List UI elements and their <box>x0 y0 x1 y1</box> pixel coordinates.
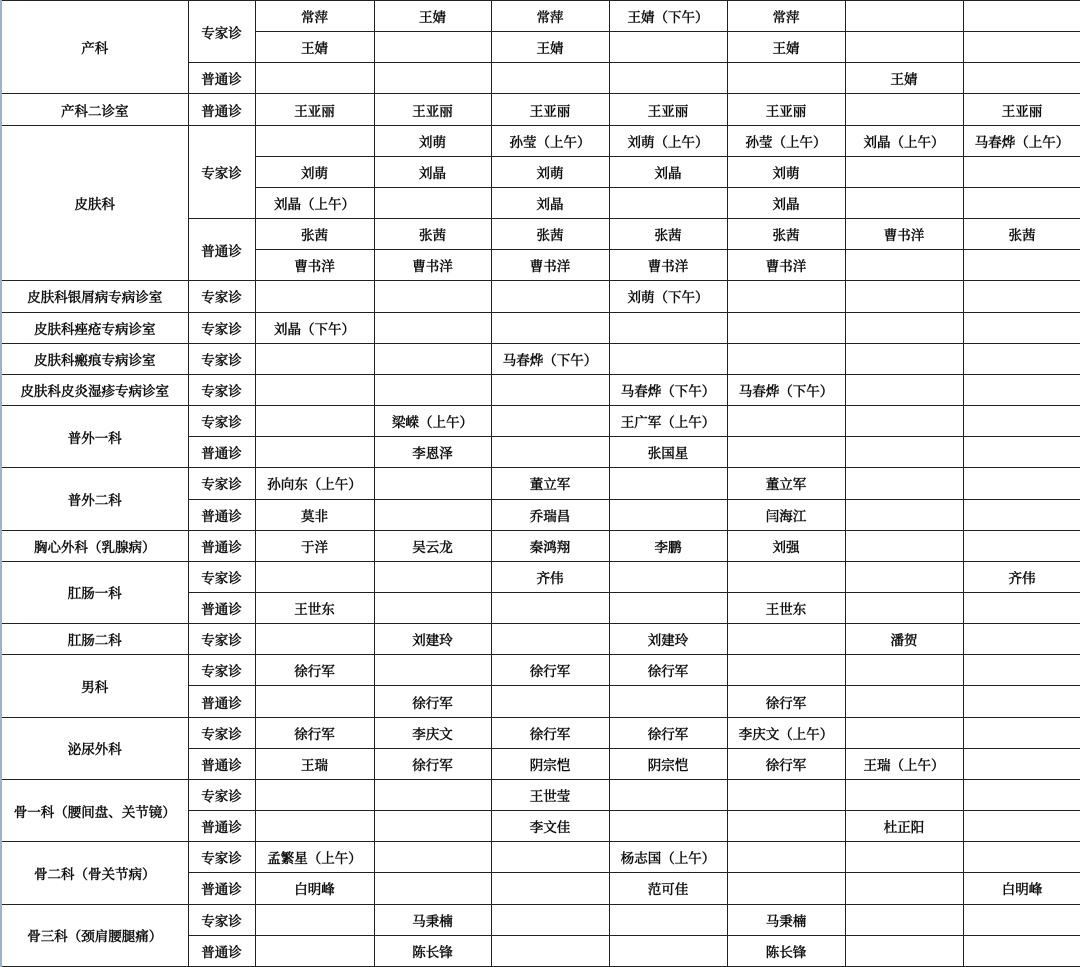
table-row <box>1 561 1080 592</box>
doctor-cell <box>845 1 963 32</box>
doctor-cell: 齐伟 <box>491 561 609 592</box>
doctor-cell <box>609 312 727 343</box>
doctor-cell <box>491 904 609 935</box>
doctor-cell: 徐行军 <box>255 717 374 748</box>
doctor-cell: 王广军（上午） <box>609 406 727 437</box>
table-row <box>1 374 1080 405</box>
department-cell: 皮肤科 <box>1 125 188 281</box>
doctor-cell: 常萍 <box>727 1 845 32</box>
clinic-type-cell: 专家诊 <box>188 842 255 873</box>
doctor-cell: 曹书洋 <box>609 250 727 281</box>
doctor-cell <box>374 779 491 810</box>
doctor-cell: 马春烨（下午） <box>609 374 727 405</box>
doctor-cell <box>963 468 1080 499</box>
clinic-type-cell: 普通诊 <box>188 686 255 717</box>
doctor-cell <box>963 779 1080 810</box>
doctor-cell: 徐行军 <box>609 717 727 748</box>
doctor-cell <box>845 717 963 748</box>
doctor-cell: 王婧（下午） <box>609 1 727 32</box>
doctor-cell: 孙向东（上午） <box>255 468 374 499</box>
doctor-cell: 徐行军 <box>491 717 609 748</box>
clinic-type-cell: 普通诊 <box>188 811 255 842</box>
doctor-cell: 马秉楠 <box>727 904 845 935</box>
doctor-cell: 曹书洋 <box>845 219 963 250</box>
clinic-type-cell: 专家诊 <box>188 468 255 499</box>
doctor-cell <box>963 32 1080 63</box>
doctor-cell <box>845 779 963 810</box>
doctor-cell: 杨志国（上午） <box>609 842 727 873</box>
doctor-cell: 王婧 <box>491 32 609 63</box>
doctor-cell <box>491 686 609 717</box>
clinic-type-cell: 普通诊 <box>188 873 255 904</box>
doctor-cell <box>609 779 727 810</box>
doctor-cell: 刘萌 <box>255 156 374 187</box>
doctor-cell: 刘晶 <box>727 187 845 218</box>
doctor-cell <box>963 935 1080 966</box>
doctor-cell: 王亚丽 <box>255 94 374 125</box>
clinic-type-cell: 专家诊 <box>188 281 255 312</box>
doctor-cell: 于洋 <box>255 530 374 561</box>
doctor-cell <box>727 561 845 592</box>
doctor-cell: 李鹏 <box>609 530 727 561</box>
doctor-cell <box>609 686 727 717</box>
doctor-cell <box>727 873 845 904</box>
doctor-cell <box>963 748 1080 779</box>
doctor-cell <box>609 187 727 218</box>
doctor-cell: 张茜 <box>491 219 609 250</box>
doctor-cell: 孙莹（上午） <box>491 125 609 156</box>
doctor-cell <box>491 437 609 468</box>
doctor-cell: 陈长锋 <box>374 935 491 966</box>
doctor-cell: 常萍 <box>255 1 374 32</box>
doctor-cell: 王世东 <box>727 592 845 623</box>
department-cell: 皮肤科银屑病专病诊室 <box>1 281 188 312</box>
department-cell: 肛肠二科 <box>1 624 188 655</box>
doctor-cell: 白明峰 <box>255 873 374 904</box>
doctor-cell: 曹书洋 <box>255 250 374 281</box>
department-cell: 皮肤科皮炎湿疹专病诊室 <box>1 374 188 405</box>
doctor-cell: 王瑞（上午） <box>845 748 963 779</box>
doctor-cell <box>963 250 1080 281</box>
table-row <box>1 343 1080 374</box>
department-cell: 普外一科 <box>1 406 188 468</box>
doctor-cell <box>963 156 1080 187</box>
doctor-cell: 刘晶（下午） <box>255 312 374 343</box>
table-row <box>1 655 1080 686</box>
doctor-cell <box>374 281 491 312</box>
doctor-cell: 刘建玲 <box>609 624 727 655</box>
clinic-type-cell: 普通诊 <box>188 499 255 530</box>
clinic-type-cell: 专家诊 <box>188 779 255 810</box>
doctor-cell: 徐行军 <box>727 748 845 779</box>
doctor-cell: 杜正阳 <box>845 811 963 842</box>
clinic-type-cell: 专家诊 <box>188 561 255 592</box>
doctor-cell <box>845 686 963 717</box>
department-cell: 普外二科 <box>1 468 188 530</box>
doctor-cell: 张茜 <box>963 219 1080 250</box>
doctor-cell <box>374 842 491 873</box>
doctor-cell: 徐行军 <box>609 655 727 686</box>
doctor-cell <box>374 873 491 904</box>
doctor-cell <box>963 63 1080 94</box>
doctor-cell: 徐行军 <box>727 686 845 717</box>
doctor-cell <box>609 343 727 374</box>
doctor-cell <box>609 904 727 935</box>
doctor-cell: 刘萌 <box>727 156 845 187</box>
doctor-cell <box>845 873 963 904</box>
department-cell: 骨二科（骨关节病） <box>1 842 188 904</box>
doctor-cell: 曹书洋 <box>374 250 491 281</box>
doctor-cell <box>845 842 963 873</box>
doctor-cell <box>727 811 845 842</box>
table-row <box>1 904 1080 935</box>
doctor-cell <box>374 187 491 218</box>
doctor-cell: 阴宗恺 <box>491 748 609 779</box>
doctor-cell: 齐伟 <box>963 561 1080 592</box>
schedule-body <box>1 1 1080 967</box>
doctor-cell <box>845 437 963 468</box>
doctor-cell: 闫海江 <box>727 499 845 530</box>
doctor-cell: 王亚丽 <box>609 94 727 125</box>
doctor-cell: 梁嵘（上午） <box>374 406 491 437</box>
doctor-cell <box>255 437 374 468</box>
doctor-cell <box>845 561 963 592</box>
table-row <box>1 842 1080 873</box>
doctor-cell <box>255 904 374 935</box>
doctor-cell: 范可佳 <box>609 873 727 904</box>
doctor-cell: 王婧 <box>845 63 963 94</box>
doctor-cell <box>609 468 727 499</box>
doctor-cell <box>609 811 727 842</box>
clinic-type-cell: 普通诊 <box>188 94 255 125</box>
doctor-cell <box>845 935 963 966</box>
clinic-type-cell: 普通诊 <box>188 63 255 94</box>
doctor-cell <box>727 842 845 873</box>
doctor-cell <box>963 811 1080 842</box>
doctor-cell <box>727 779 845 810</box>
table-row <box>1 125 1080 156</box>
doctor-cell <box>374 811 491 842</box>
doctor-cell: 李恩泽 <box>374 437 491 468</box>
doctor-cell: 董立军 <box>491 468 609 499</box>
doctor-cell <box>609 499 727 530</box>
department-cell: 皮肤科痤疮专病诊室 <box>1 312 188 343</box>
doctor-cell: 乔瑞昌 <box>491 499 609 530</box>
doctor-cell <box>963 343 1080 374</box>
doctor-cell <box>374 312 491 343</box>
doctor-cell: 徐行军 <box>374 748 491 779</box>
doctor-cell: 张茜 <box>727 219 845 250</box>
doctor-cell <box>845 468 963 499</box>
department-cell: 男科 <box>1 655 188 717</box>
doctor-cell <box>845 312 963 343</box>
doctor-cell: 张茜 <box>609 219 727 250</box>
department-cell: 泌尿外科 <box>1 717 188 779</box>
doctor-cell <box>491 624 609 655</box>
doctor-cell <box>374 655 491 686</box>
doctor-cell <box>727 63 845 94</box>
doctor-cell <box>727 343 845 374</box>
doctor-cell <box>963 406 1080 437</box>
doctor-cell <box>255 406 374 437</box>
doctor-cell <box>609 935 727 966</box>
doctor-cell: 刘晶（上午） <box>845 125 963 156</box>
doctor-cell <box>491 312 609 343</box>
doctor-cell <box>727 437 845 468</box>
doctor-cell <box>963 312 1080 343</box>
doctor-cell: 徐行军 <box>491 655 609 686</box>
doctor-cell: 王亚丽 <box>374 94 491 125</box>
doctor-cell <box>609 561 727 592</box>
doctor-cell <box>374 343 491 374</box>
doctor-cell: 王婧 <box>255 32 374 63</box>
doctor-cell <box>374 561 491 592</box>
clinic-type-cell: 专家诊 <box>188 343 255 374</box>
doctor-cell: 刘晶 <box>491 187 609 218</box>
doctor-cell: 孟繁星（上午） <box>255 842 374 873</box>
table-row <box>1 624 1080 655</box>
department-cell: 骨三科（颈肩腰腿痛） <box>1 904 188 966</box>
doctor-cell: 刘萌（上午） <box>609 125 727 156</box>
doctor-cell <box>491 406 609 437</box>
doctor-cell <box>491 873 609 904</box>
doctor-cell: 刘建玲 <box>374 624 491 655</box>
doctor-cell <box>845 343 963 374</box>
clinic-type-cell: 专家诊 <box>188 655 255 686</box>
doctor-cell: 王亚丽 <box>491 94 609 125</box>
doctor-cell <box>727 281 845 312</box>
clinic-type-cell: 专家诊 <box>188 904 255 935</box>
doctor-cell <box>845 374 963 405</box>
clinic-type-cell: 普通诊 <box>188 530 255 561</box>
clinic-type-cell: 专家诊 <box>188 374 255 405</box>
doctor-cell <box>845 530 963 561</box>
doctor-cell <box>255 811 374 842</box>
doctor-cell: 莫非 <box>255 499 374 530</box>
doctor-cell <box>491 281 609 312</box>
department-cell: 产科 <box>1 1 188 94</box>
doctor-cell <box>255 624 374 655</box>
doctor-cell <box>255 343 374 374</box>
doctor-cell <box>727 312 845 343</box>
doctor-cell <box>963 437 1080 468</box>
doctor-cell: 常萍 <box>491 1 609 32</box>
doctor-cell: 李庆文（上午） <box>727 717 845 748</box>
doctor-cell <box>845 94 963 125</box>
doctor-cell <box>963 842 1080 873</box>
doctor-cell <box>963 530 1080 561</box>
clinic-type-cell: 专家诊 <box>188 624 255 655</box>
clinic-type-cell: 普通诊 <box>188 592 255 623</box>
doctor-cell: 刘萌（下午） <box>609 281 727 312</box>
doctor-cell <box>374 468 491 499</box>
doctor-cell: 张茜 <box>255 219 374 250</box>
doctor-cell: 马春烨（上午） <box>963 125 1080 156</box>
doctor-cell <box>374 499 491 530</box>
department-cell: 胸心外科（乳腺病） <box>1 530 188 561</box>
clinic-type-cell: 专家诊 <box>188 406 255 437</box>
doctor-cell <box>963 374 1080 405</box>
doctor-cell <box>255 561 374 592</box>
doctor-cell: 王婧 <box>374 1 491 32</box>
doctor-cell: 王瑞 <box>255 748 374 779</box>
doctor-cell <box>963 904 1080 935</box>
doctor-cell <box>727 655 845 686</box>
doctor-cell: 刘强 <box>727 530 845 561</box>
doctor-cell <box>845 281 963 312</box>
doctor-cell <box>609 63 727 94</box>
doctor-cell <box>491 63 609 94</box>
doctor-cell <box>255 779 374 810</box>
table-row <box>1 1 1080 32</box>
doctor-cell: 张国星 <box>609 437 727 468</box>
doctor-cell: 曹书洋 <box>491 250 609 281</box>
doctor-cell <box>491 842 609 873</box>
doctor-cell: 张茜 <box>374 219 491 250</box>
doctor-cell <box>963 624 1080 655</box>
table-row <box>1 468 1080 499</box>
doctor-cell: 李文佳 <box>491 811 609 842</box>
doctor-cell: 阴宗恺 <box>609 748 727 779</box>
doctor-cell <box>727 406 845 437</box>
clinic-type-cell: 专家诊 <box>188 312 255 343</box>
doctor-cell <box>845 406 963 437</box>
table-row <box>1 94 1080 125</box>
doctor-cell <box>374 374 491 405</box>
doctor-cell <box>845 499 963 530</box>
clinic-type-cell: 普通诊 <box>188 748 255 779</box>
doctor-cell <box>255 125 374 156</box>
doctor-cell <box>255 374 374 405</box>
clinic-type-cell: 专家诊 <box>188 717 255 748</box>
doctor-cell: 董立军 <box>727 468 845 499</box>
doctor-cell: 刘晶 <box>374 156 491 187</box>
doctor-cell: 白明峰 <box>963 873 1080 904</box>
department-cell: 肛肠一科 <box>1 561 188 623</box>
department-cell: 骨一科（腰间盘、关节镜） <box>1 779 188 841</box>
doctor-cell <box>963 281 1080 312</box>
doctor-cell <box>374 63 491 94</box>
clinic-type-cell: 普通诊 <box>188 437 255 468</box>
doctor-cell <box>845 187 963 218</box>
doctor-cell <box>963 1 1080 32</box>
doctor-cell: 王世莹 <box>491 779 609 810</box>
doctor-cell: 吴云龙 <box>374 530 491 561</box>
table-row <box>1 717 1080 748</box>
doctor-cell <box>845 156 963 187</box>
doctor-cell: 马春烨（下午） <box>727 374 845 405</box>
doctor-cell: 陈长锋 <box>727 935 845 966</box>
clinic-type-cell: 普通诊 <box>188 935 255 966</box>
doctor-cell: 刘晶 <box>609 156 727 187</box>
doctor-cell: 王亚丽 <box>727 94 845 125</box>
doctor-cell: 孙莹（上午） <box>727 125 845 156</box>
doctor-cell <box>491 935 609 966</box>
doctor-cell: 徐行军 <box>255 655 374 686</box>
doctor-cell <box>845 250 963 281</box>
doctor-cell <box>727 624 845 655</box>
doctor-cell: 曹书洋 <box>727 250 845 281</box>
doctor-cell <box>845 655 963 686</box>
table-row <box>1 779 1080 810</box>
doctor-cell: 秦鸿翔 <box>491 530 609 561</box>
doctor-cell: 马秉楠 <box>374 904 491 935</box>
doctor-cell: 刘萌 <box>374 125 491 156</box>
doctor-cell <box>255 281 374 312</box>
doctor-cell <box>374 32 491 63</box>
doctor-cell: 李庆文 <box>374 717 491 748</box>
clinic-type-cell: 普通诊 <box>188 219 255 281</box>
doctor-cell: 潘贺 <box>845 624 963 655</box>
doctor-cell <box>845 904 963 935</box>
doctor-cell: 王世东 <box>255 592 374 623</box>
table-row <box>1 530 1080 561</box>
doctor-cell: 刘晶（上午） <box>255 187 374 218</box>
doctor-cell: 徐行军 <box>374 686 491 717</box>
doctor-cell <box>255 63 374 94</box>
doctor-cell <box>963 717 1080 748</box>
doctor-cell: 王婧 <box>727 32 845 63</box>
table-row <box>1 312 1080 343</box>
doctor-cell <box>963 187 1080 218</box>
doctor-cell <box>845 32 963 63</box>
doctor-cell <box>609 32 727 63</box>
table-row <box>1 281 1080 312</box>
doctor-cell <box>609 592 727 623</box>
doctor-cell: 王亚丽 <box>963 94 1080 125</box>
doctor-cell: 马春烨（下午） <box>491 343 609 374</box>
department-cell: 产科二诊室 <box>1 94 188 125</box>
doctor-cell <box>491 374 609 405</box>
doctor-cell <box>255 935 374 966</box>
doctor-cell <box>963 655 1080 686</box>
doctor-cell <box>963 592 1080 623</box>
doctor-cell <box>255 686 374 717</box>
clinic-type-cell: 专家诊 <box>188 125 255 218</box>
doctor-cell <box>374 592 491 623</box>
table-row <box>1 406 1080 437</box>
doctor-cell <box>963 499 1080 530</box>
doctor-cell <box>491 592 609 623</box>
doctor-cell <box>963 686 1080 717</box>
clinic-type-cell: 专家诊 <box>188 1 255 63</box>
department-cell: 皮肤科瘢痕专病诊室 <box>1 343 188 374</box>
doctor-cell <box>845 592 963 623</box>
doctor-cell: 刘萌 <box>491 156 609 187</box>
